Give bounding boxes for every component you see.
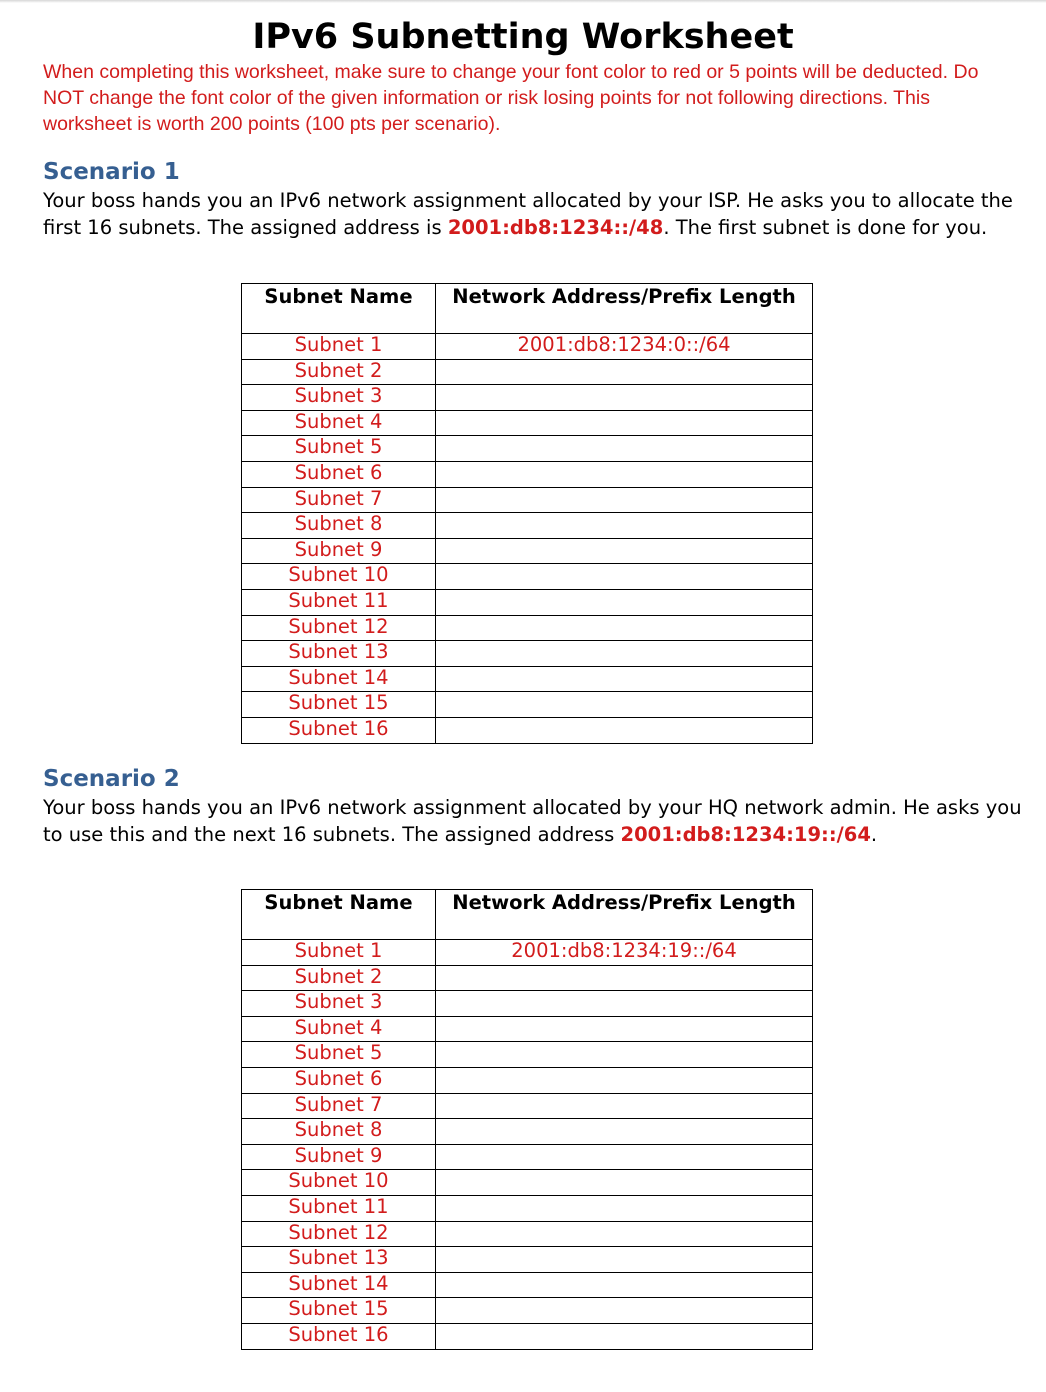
table-row bbox=[242, 589, 813, 615]
network-address-cell[interactable] bbox=[436, 513, 813, 539]
table-row bbox=[242, 538, 813, 564]
table-row bbox=[242, 641, 813, 667]
network-address-cell[interactable] bbox=[436, 1093, 813, 1119]
network-address-cell[interactable] bbox=[436, 564, 813, 590]
table-row bbox=[242, 1016, 813, 1042]
network-address-cell[interactable] bbox=[436, 1067, 813, 1093]
network-address-cell[interactable] bbox=[436, 1016, 813, 1042]
scenario-1-text-before: Your boss hands you an IPv6 network assignment allocated by your ISP. He asks you to allocate the first 16 subnets. The assigned address is bbox=[43, 189, 1013, 239]
network-address-cell[interactable] bbox=[436, 965, 813, 991]
subnet-name-cell: Subnet 11 bbox=[242, 589, 436, 615]
network-address-cell[interactable] bbox=[436, 1042, 813, 1068]
table-row bbox=[242, 991, 813, 1017]
subnet-name-cell: Subnet 8 bbox=[242, 1119, 436, 1145]
table-row bbox=[242, 965, 813, 991]
network-address-cell[interactable] bbox=[436, 1323, 813, 1349]
subnet-name-cell: Subnet 10 bbox=[242, 564, 436, 590]
subnet-name-cell: Subnet 16 bbox=[242, 717, 436, 743]
network-address-cell[interactable] bbox=[436, 1170, 813, 1196]
network-address-cell[interactable] bbox=[436, 1272, 813, 1298]
network-address-header: Network Address/Prefix Length bbox=[436, 284, 813, 334]
subnet-name-cell: Subnet 16 bbox=[242, 1323, 436, 1349]
table-row bbox=[242, 1298, 813, 1324]
scenario-1-heading: Scenario 1 bbox=[43, 159, 180, 185]
subnet-name-cell: Subnet 6 bbox=[242, 461, 436, 487]
subnet-name-cell: Subnet 6 bbox=[242, 1067, 436, 1093]
scenario-1-text-after: . The first subnet is done for you. bbox=[663, 215, 988, 239]
table-row bbox=[242, 1170, 813, 1196]
network-address-header: Network Address/Prefix Length bbox=[436, 890, 813, 940]
page-top-edge bbox=[0, 0, 1046, 3]
subnet-name-cell: Subnet 7 bbox=[242, 1093, 436, 1119]
table-row bbox=[242, 487, 813, 513]
network-address-cell[interactable] bbox=[436, 615, 813, 641]
subnet-name-cell: Subnet 9 bbox=[242, 538, 436, 564]
subnet-name-cell: Subnet 12 bbox=[242, 1221, 436, 1247]
subnet-name-cell: Subnet 1 bbox=[242, 940, 436, 966]
subnet-name-cell: Subnet 10 bbox=[242, 1170, 436, 1196]
table-row bbox=[242, 1119, 813, 1145]
table-row bbox=[242, 513, 813, 539]
subnet-name-cell: Subnet 15 bbox=[242, 692, 436, 718]
subnet-name-cell: Subnet 8 bbox=[242, 513, 436, 539]
scenario-1-description bbox=[43, 188, 1023, 241]
subnet-name-cell: Subnet 13 bbox=[242, 641, 436, 667]
subnet-name-cell: Subnet 5 bbox=[242, 1042, 436, 1068]
network-address-cell[interactable]: 2001:db8:1234:19::/64 bbox=[436, 940, 813, 966]
subnet-name-cell: Subnet 12 bbox=[242, 615, 436, 641]
table-row bbox=[242, 1093, 813, 1119]
network-address-cell[interactable] bbox=[436, 1247, 813, 1273]
network-address-cell[interactable] bbox=[436, 385, 813, 411]
scenario-2-text-before: Your boss hands you an IPv6 network assignment allocated by your HQ network admin. He asks you to use this and the next 16 subnets. The assigned address bbox=[43, 796, 1022, 846]
subnet-name-cell: Subnet 2 bbox=[242, 965, 436, 991]
table-row bbox=[242, 1067, 813, 1093]
network-address-cell[interactable] bbox=[436, 692, 813, 718]
instructions-text: When completing this worksheet, make sure to change your font color to red or 5 points will be deducted. Do NOT change the font color of the given information or risk losing points for not following directions. This worksheet is worth 200 points (100 pts per scenario). bbox=[43, 61, 979, 135]
network-address-cell[interactable] bbox=[436, 717, 813, 743]
network-address-cell[interactable] bbox=[436, 1221, 813, 1247]
subnet-name-cell: Subnet 14 bbox=[242, 1272, 436, 1298]
subnet-name-cell: Subnet 2 bbox=[242, 359, 436, 385]
scenario-2-description bbox=[43, 795, 1023, 848]
subnet-name-cell: Subnet 4 bbox=[242, 410, 436, 436]
table-row bbox=[242, 1272, 813, 1298]
table-row bbox=[242, 564, 813, 590]
table-row bbox=[242, 385, 813, 411]
subnet-name-cell: Subnet 9 bbox=[242, 1144, 436, 1170]
subnet-name-cell: Subnet 14 bbox=[242, 666, 436, 692]
network-address-cell[interactable] bbox=[436, 991, 813, 1017]
subnet-name-cell: Subnet 5 bbox=[242, 436, 436, 462]
table-row bbox=[242, 1042, 813, 1068]
table-header-row bbox=[242, 284, 813, 334]
network-address-cell[interactable] bbox=[436, 436, 813, 462]
table-row bbox=[242, 359, 813, 385]
network-address-cell[interactable] bbox=[436, 410, 813, 436]
subnet-name-cell: Subnet 3 bbox=[242, 991, 436, 1017]
page-title: IPv6 Subnetting Worksheet bbox=[252, 17, 794, 57]
scenario-2-text-after: . bbox=[870, 822, 878, 846]
table-row bbox=[242, 461, 813, 487]
scenario-2-subnet-table bbox=[241, 889, 813, 1350]
table-row bbox=[242, 334, 813, 360]
table-row bbox=[242, 1195, 813, 1221]
network-address-cell[interactable] bbox=[436, 487, 813, 513]
network-address-cell[interactable] bbox=[436, 1298, 813, 1324]
table-row bbox=[242, 940, 813, 966]
network-address-cell[interactable] bbox=[436, 359, 813, 385]
table-row bbox=[242, 436, 813, 462]
network-address-cell[interactable] bbox=[436, 1144, 813, 1170]
subnet-name-cell: Subnet 11 bbox=[242, 1195, 436, 1221]
network-address-cell[interactable] bbox=[436, 666, 813, 692]
table-row bbox=[242, 1144, 813, 1170]
subnet-name-cell: Subnet 1 bbox=[242, 334, 436, 360]
table-row bbox=[242, 692, 813, 718]
table-row bbox=[242, 1247, 813, 1273]
network-address-cell[interactable] bbox=[436, 461, 813, 487]
subnet-name-cell: Subnet 7 bbox=[242, 487, 436, 513]
table-row bbox=[242, 666, 813, 692]
network-address-cell[interactable] bbox=[436, 538, 813, 564]
network-address-cell[interactable] bbox=[436, 641, 813, 667]
table-header-row bbox=[242, 890, 813, 940]
network-address-cell[interactable]: 2001:db8:1234:0::/64 bbox=[436, 334, 813, 360]
table-row bbox=[242, 615, 813, 641]
scenario-2-assigned-address: 2001:db8:1234:19::/64 bbox=[620, 822, 871, 846]
table-row bbox=[242, 1323, 813, 1349]
subnet-name-header: Subnet Name bbox=[242, 890, 436, 940]
network-address-cell[interactable] bbox=[436, 1195, 813, 1221]
network-address-cell[interactable] bbox=[436, 589, 813, 615]
subnet-name-cell: Subnet 15 bbox=[242, 1298, 436, 1324]
scenario-2-heading: Scenario 2 bbox=[43, 766, 180, 792]
scenario-1-assigned-address: 2001:db8:1234::/48 bbox=[447, 215, 664, 239]
table-row bbox=[242, 410, 813, 436]
subnet-name-cell: Subnet 3 bbox=[242, 385, 436, 411]
subnet-name-header: Subnet Name bbox=[242, 284, 436, 334]
subnet-name-cell: Subnet 4 bbox=[242, 1016, 436, 1042]
scenario-1-subnet-table bbox=[241, 283, 813, 744]
table-row bbox=[242, 717, 813, 743]
table-row bbox=[242, 1221, 813, 1247]
subnet-name-cell: Subnet 13 bbox=[242, 1247, 436, 1273]
network-address-cell[interactable] bbox=[436, 1119, 813, 1145]
